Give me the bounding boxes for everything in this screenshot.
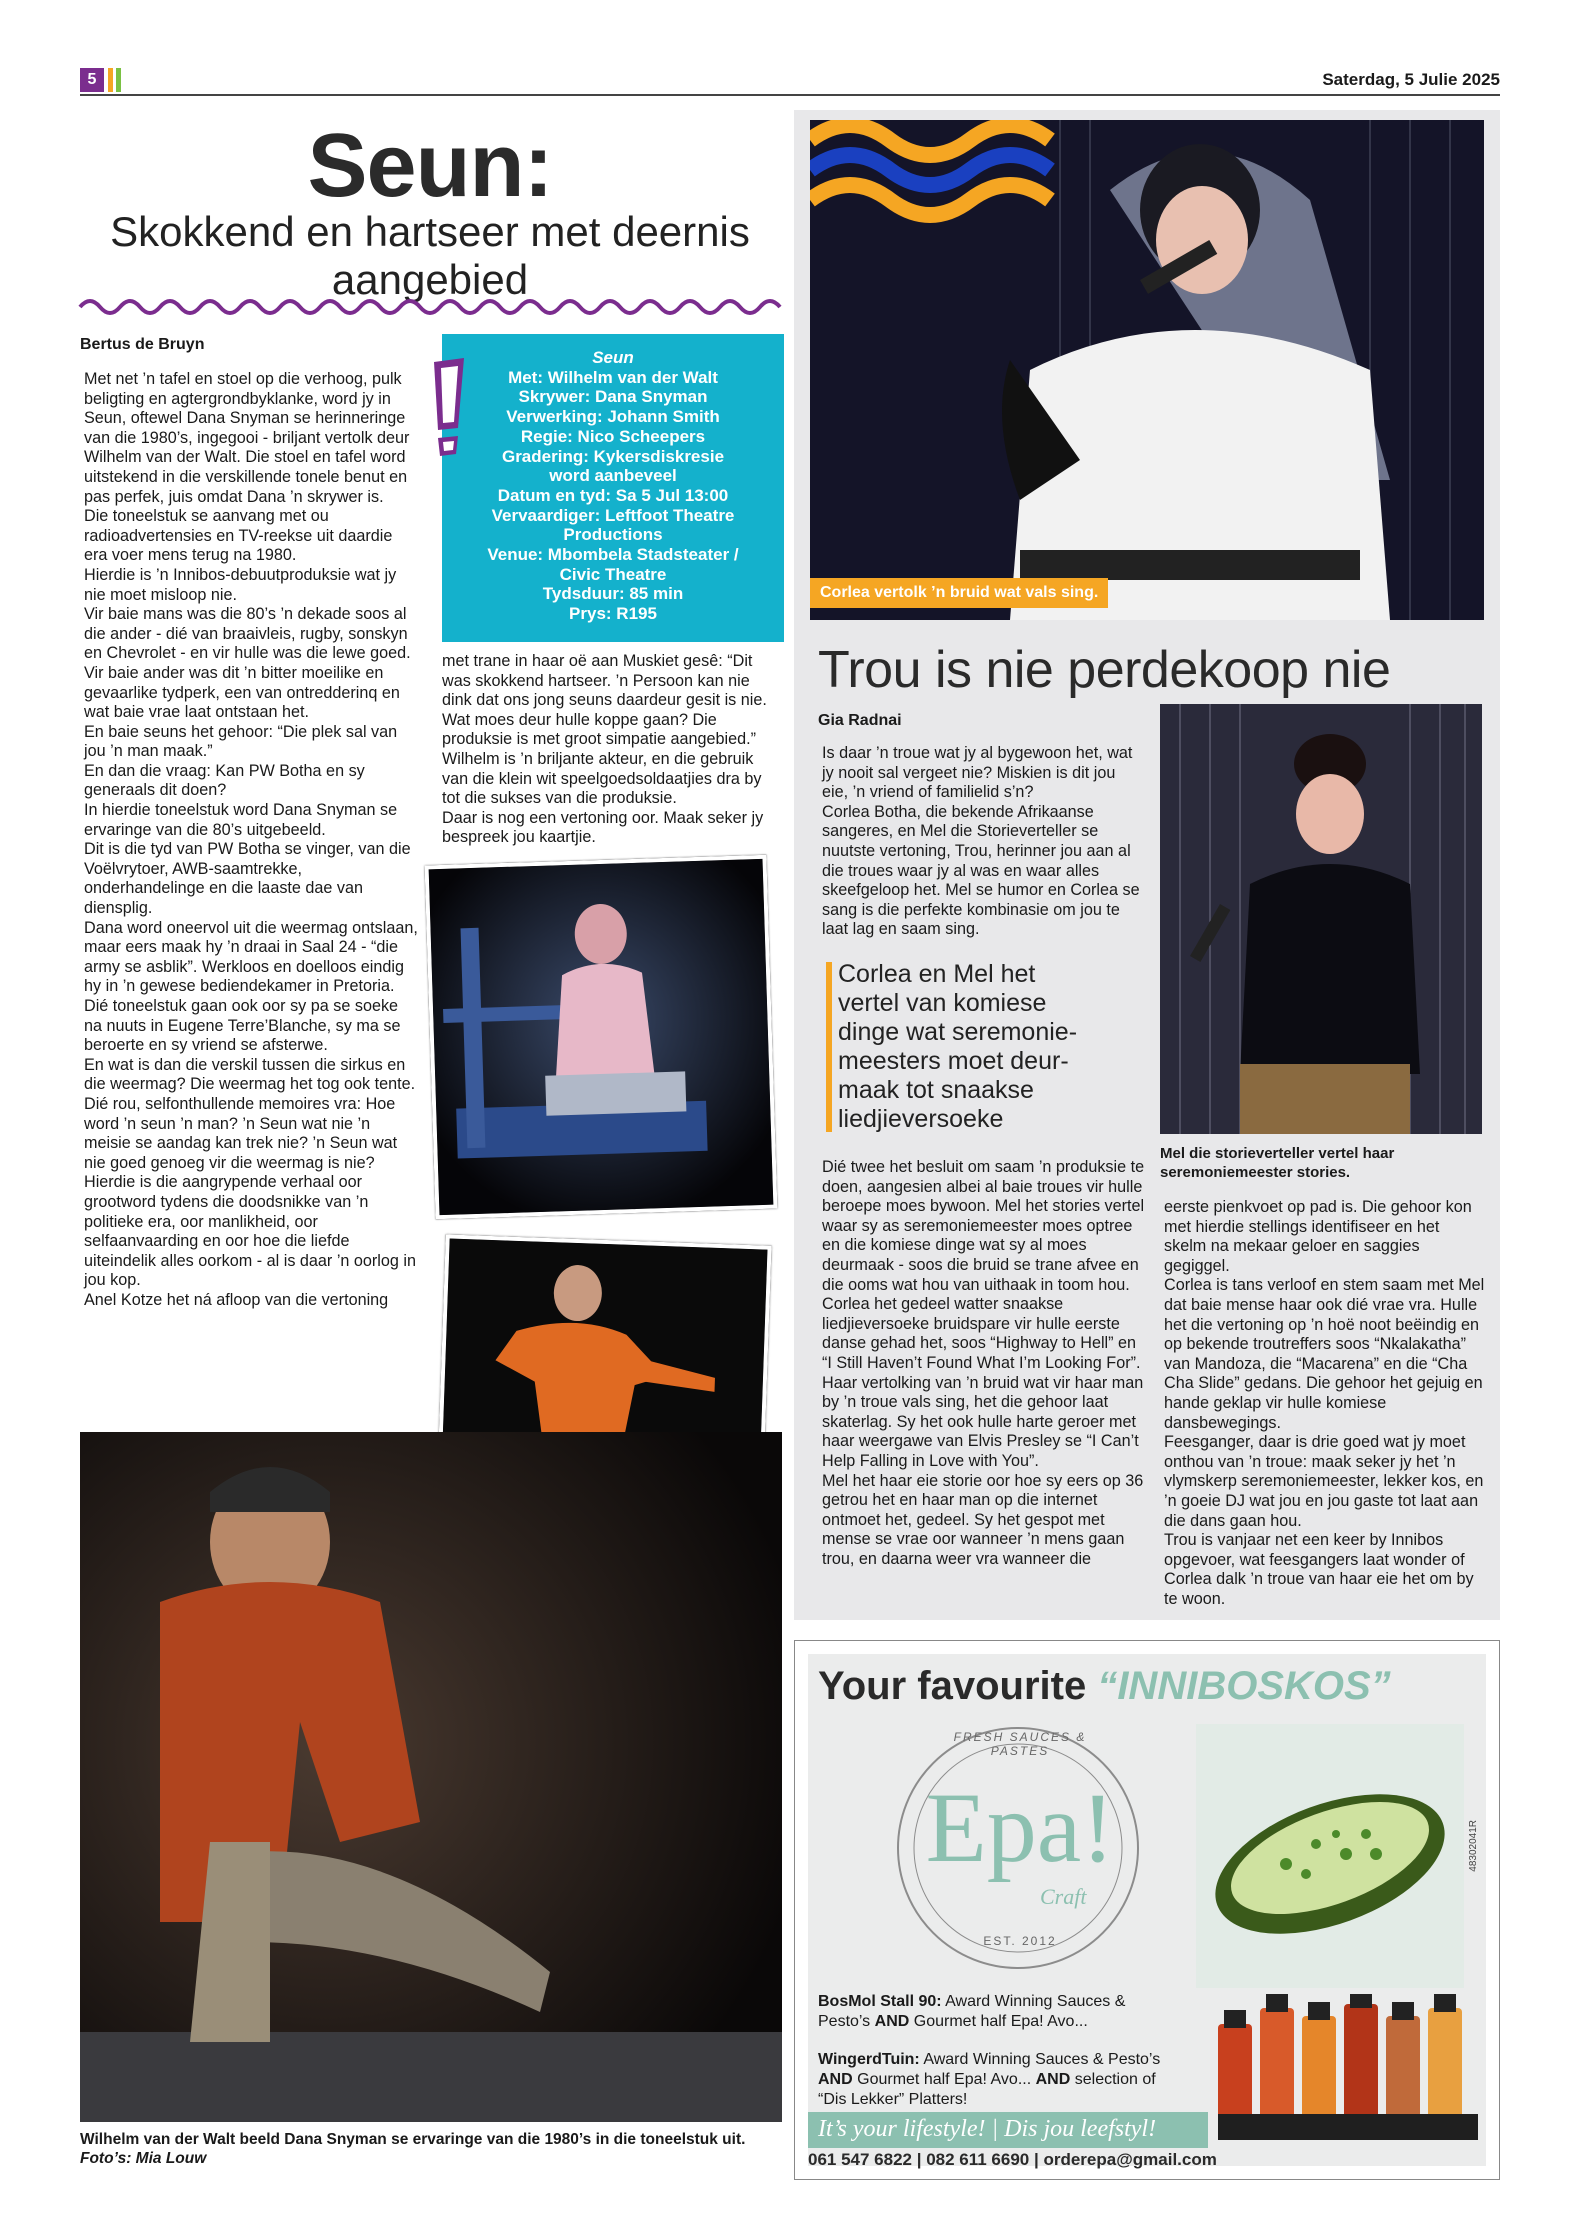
trou-column-a	[822, 1158, 1146, 1569]
corlea-illustration	[810, 120, 1484, 620]
info-line: Skrywer: Dana Snyman	[518, 387, 708, 407]
seun-column-1	[84, 370, 420, 1311]
paragraph: Hierdie is ’n Innibos-debuutproduksie wat jy nie moet misloop nie.	[84, 565, 397, 604]
caption-text: Wilhelm van der Walt beeld Dana Snyman se ervaringe van die 1980’s in die toneelstuk uit.	[80, 2131, 746, 2148]
photo-corlea	[810, 120, 1484, 620]
paragraph: Daar is nog een vertoning oor. Maak seker jy bespreek jou kaartjie.	[442, 808, 764, 847]
paragraph: Met net ’n tafel en stoel op die verhoog, pulk beligting en agtergrondbyklanke, word jy in Seun, oftewel Dana Snyman se herinneringe van die 1980’s, ingegooi - briljant vertolk deur Wilhelm van der Walt. Die stoel en tafel word uitstekend in die verskillende tonele benut en pas perfek, juis omdat Dana ’n skrywer is.	[84, 370, 410, 506]
pullquote-bar	[826, 962, 832, 1132]
paragraph: Feesganger, daar is drie goed wat jy moet onthou van ’n troue: maak seker jy het ’n vlymskerp seremoniemeester, lekker kos, en ’n goeie DJ wat jou en jou gaste tot laat aan die dans gaan hou.	[1164, 1433, 1484, 1530]
photo-mel	[1160, 704, 1482, 1134]
actor-main-illustration	[80, 1432, 782, 2122]
info-line: Seun	[592, 348, 634, 367]
bosmol-text: Award Winning Sauces & Pesto’s	[818, 1993, 1126, 2030]
paragraph: In hierdie toneelstuk word Dana Snyman se ervaringe van die 80’s uitgebeeld.	[84, 801, 398, 839]
logo-craft-text: Craft	[1040, 1884, 1087, 1909]
header-accent-green	[116, 68, 121, 92]
logo-main-text: Epa!	[925, 1772, 1115, 1883]
main-photo-caption	[80, 2130, 782, 2168]
ad-headline-b: “INNIBOSKOS”	[1097, 1664, 1391, 1708]
avo-dish-icon	[1196, 1724, 1464, 1988]
info-line: Productions	[563, 525, 663, 545]
paragraph: Anel Kotze het ná afloop van die vertoning	[84, 1290, 389, 1309]
wingerd-and: AND	[818, 2071, 853, 2088]
logo-est-text: EST. 2012	[983, 1934, 1057, 1948]
show-info-box	[442, 334, 784, 642]
info-line: Prys: R195	[569, 604, 657, 624]
paragraph: Die toneelstuk se aanvang met ou radioadvertensies en TV-reekse uit daardie era voer mens terug na 1980.	[84, 507, 393, 565]
bosmol-end: Gourmet half Epa! Avo...	[913, 2013, 1088, 2030]
wavy-divider	[78, 296, 784, 318]
seun-column-2	[442, 652, 782, 848]
mel-photo-caption: Mel die storieverteller vertel haar seremoniemeester stories.	[1160, 1145, 1395, 1181]
ad-reference: 48302041R	[1468, 1820, 1479, 1872]
ad-headline-a: Your favourite	[818, 1664, 1087, 1708]
photo-actor-chair	[425, 855, 778, 1220]
paragraph: Corlea is tans verloof en stem saam met Mel dat baie mense haar ook dié vrae vra. Hulle het die vertoning op ’n hoë noot beëindig en op bekende troutreffers soos “Nkalakatha” van Mandoza, die “Macarena” en die “Cha Cha Slide” gedans. Die gehoor het gejuig en hande geklap vir hulle komiese dansbewegings.	[1164, 1276, 1485, 1432]
photo-credit: Foto’s: Mia Louw	[80, 2150, 207, 2167]
paragraph: Wilhelm is ’n briljante akteur, en die gebruik van die klein wit speelgoedsoldaatjies dra by tot die sukses van die produksie.	[442, 749, 762, 808]
ad-headline	[818, 1664, 1391, 1709]
paragraph: Dié toneelstuk gaan ook oor sy pa se soeke na nuuts in Eugene Terre’Blanche, sy ma se beroerte en sy vriend se afsterwe.	[84, 997, 401, 1055]
paragraph: En baie seuns het gehoor: “Die plek sal van jou ’n man maak.”	[84, 722, 398, 761]
paragraph: Dit is die tyd van PW Botha se vinger, van die Voëlvrytoer, AWB-saamtrekke, onderhandelinge en die laaste dae van diensplig.	[84, 840, 411, 918]
paragraph: Mel het haar eie storie oor hoe sy eers op 36 getrou het en haar man op die internet ontmoet het, gedeel. Sy het gespot met mense se vrae oor wanneer ’n mens gaan trou, en daarna weer vra wanneer die	[822, 1471, 1144, 1568]
seun-title: Seun:	[307, 116, 553, 216]
paragraph: Is daar ’n troue wat jy al bygewoon het, wat jy nooit sal vergeet nie? Miskien is dit jou eie, ’n vriend of familielid s’n?	[822, 744, 1133, 802]
info-line: Verwerking: Johann Smith	[506, 407, 720, 427]
trou-column-b	[1164, 1198, 1486, 1609]
paragraph: Corlea Botha, die bekende Afrikaanse sangeres, en Mel die Storieverteller se nuutste vertoning, Trou, herinner jou aan al die troues waar jy al was en waar alles skeefgeloop het. Mel se humor en Corlea se sang is die perfekte kombinasie om jou te laat lag en saam sing.	[822, 802, 1140, 939]
bosmol-and: AND	[874, 2013, 910, 2030]
wingerd-text: Award Winning Sauces & Pesto’s	[923, 2051, 1161, 2068]
info-line: Gradering: Kykersdiskresie	[501, 446, 725, 466]
trou-intro	[822, 744, 1144, 940]
logo-ring-text: FRESH SAUCES & PASTES	[953, 1730, 1087, 1758]
header-accent-orange	[108, 68, 113, 92]
paragraph: En wat is dan die verskil tussen die sirkus en die weermag? Die weermag het tog ook tente.	[84, 1055, 416, 1094]
paragraph: Dié twee het besluit om saam ’n produksie te doen, aangesien albei al baie troues vir hulle beroepe moes bywoon. Mel het stories vertel waar sy as seremoniemeester moes optree en die komiese dinge wat sy al moes deurmaak - soos die bruid se trane afvee en die ooms wat hou van uithaak in toom hou. Corlea het gedeel watter snaakse liedjieversoeke bruidspare vir hulle eerste danse gehad het, soos “Highway to Hell” en “I Still Haven’t Found What I’m Looking For”. Haar vertolking van ’n bruid wat vir haar man by ’n troue vals sing, het die gehoor laat skaterlag. Sy het ook hulle harte geroer met haar weergawe van Elvis Presley se “I Can’t Help Falling in Love with You”.	[822, 1158, 1145, 1470]
wingerd-mid: Gourmet half Epa! Avo...	[857, 2071, 1032, 2088]
ad-location-wingerdtuin	[818, 2050, 1176, 2110]
info-line: Venue: Mbombela Stadsteater /	[487, 545, 739, 565]
info-line: Regie: Nico Scheepers	[520, 426, 706, 446]
corlea-photo-caption: Corlea vertolk ’n bruid wat vals sing.	[810, 578, 1108, 608]
exclamation-icon	[428, 358, 468, 458]
paragraph: eerste pienkvoet op pad is. Die gehoor kon met hierdie stellings identifiseer en het skelm na mekaar geloer en saggies gegiggel.	[1164, 1198, 1472, 1275]
pullquote: Corlea en Mel het vertel van komiese dinge wat seremonie-meesters moet deur-maak tot snaakse liedjieversoeke	[838, 960, 1078, 1133]
page-date: Saterdag, 5 Julie 2025	[1322, 70, 1500, 89]
header-rule	[80, 94, 1500, 96]
wingerd-label: WingerdTuin:	[818, 2051, 920, 2068]
paragraph: Vir baie mans was die 80’s ’n dekade soos al die ander - dié van braaivleis, rugby, sonskyn en Chevrolet - en vir hulle was die lewe goed. Vir baie ander was dit ’n bitter moeilike en gevaarlike tydperk, een van ontredderinq en wat baie vrae laat ontstaan het.	[84, 605, 411, 722]
paragraph: En dan die vraag: Kan PW Botha en sy generaals dit doen?	[84, 761, 365, 800]
info-line: Vervaardiger: Leftfoot Theatre	[491, 505, 735, 525]
paragraph: Hierdie is die aangrypende verhaal oor grootword tydens die doodsnikke van ’n politieke era, oor manlikheid, oor selfaanvaarding en oor hoe die liefde uiteindelik alles oorkom - al is daar ’n oorlog in jou kop.	[84, 1173, 417, 1290]
page-number: 5	[80, 68, 104, 92]
paragraph: Trou is vanjaar net een keer by Innibos opgevoer, wat feesgangers laat wonder of Corlea dalk ’n troue van haar eie het om by te woon.	[1164, 1531, 1474, 1608]
info-line: word aanbeveel	[549, 466, 677, 486]
info-line: Civic Theatre	[559, 564, 667, 584]
ad-location-bosmol	[818, 1992, 1176, 2032]
seun-subtitle: Skokkend en hartseer met deernis aangebied	[110, 208, 750, 303]
photo-actor-main	[80, 1432, 782, 2122]
trou-byline: Gia Radnai	[818, 712, 902, 729]
info-line: Tydsduur: 85 min	[542, 584, 684, 604]
ad-contact: 061 547 6822 | 082 611 6690 | orderepa@gmail.com	[808, 2150, 1217, 2169]
seun-byline: Bertus de Bruyn	[80, 336, 205, 353]
paragraph: Dana word oneervol uit die weermag ontslaan, maar eers maak hy ’n draai in Saal 24 - “die army se asblik”. Werkloos en doelloos eindig hy in ’n gewese bediendekamer in Pretoria.	[84, 918, 418, 996]
wingerd-and2: AND	[1035, 2071, 1071, 2088]
info-line: Met: Wilhelm van der Walt	[508, 367, 718, 387]
actor-chair-illustration	[429, 859, 774, 1215]
paragraph: Dié rou, selfonthullende memoires vra: Hoe word ’n seun ’n man? ’n Seun wat nie ’n meisie se aandag kan trek nie? ’n Seun wat nie goed genoeg vir die weermag is nie?	[84, 1094, 398, 1172]
bosmol-label: BosMol Stall 90:	[818, 1993, 942, 2010]
ad-slogan: It’s your lifestyle! | Dis jou leefstyl!	[818, 2116, 1157, 2142]
paragraph: met trane in haar oë aan Muskiet gesê: “Dit was skokkend hartseer. ’n Persoon kan nie dink dat ons jong seuns daardeur gesit is nie. Wat moes deur hulle koppe gaan? Die produksie is met groot simpatie aangebied.”	[442, 652, 767, 749]
wingerd-end: selection of “Dis Lekker” Platters!	[818, 2071, 1156, 2108]
sauce-bottles-icon	[1210, 1994, 1486, 2144]
mel-illustration	[1160, 704, 1482, 1134]
trou-title: Trou is nie perdekoop nie	[818, 641, 1391, 699]
info-line: Datum en tyd: Sa 5 Jul 13:00	[497, 485, 729, 505]
